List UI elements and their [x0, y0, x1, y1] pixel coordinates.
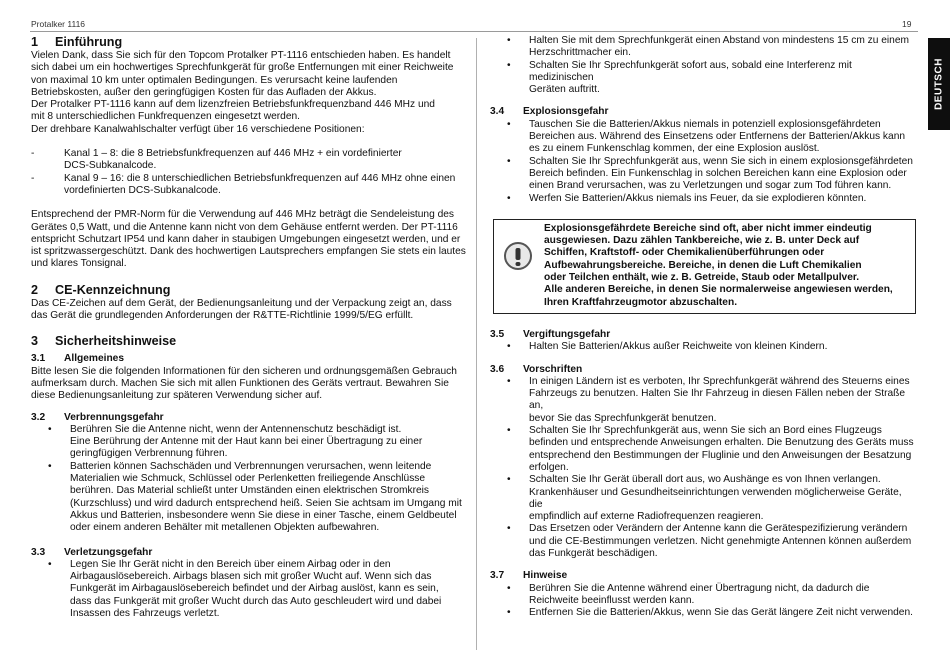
pacemaker-list	[490, 35, 918, 96]
list-item: • Halten Sie Batterien/Akkus außer Reichweite von kleinen Kindern.	[490, 341, 918, 353]
intro-paragraph: Vielen Dank, dass Sie sich für den Topcom Protalker PT-1116 entschieden haben. Es handelt sich dabei um ein hochwertiges Sprechfunkgerät für große Entfernungen mit einer Reichweite von maximal 10 km unter optimalen Bedingungen. Es verursacht keine laufenden Betriebskosten, außer den geringfügigen Kosten für das Aufladen der Akkus. Der Protalker PT-1116 kann auf dem lizenzfreien Betriebsfunkfrequenzband 446 MHz und mit 8 unterschiedlichen Funkfrequenzen eingesetzt werden. Der drehbare Kanalwahlschalter verfügt über 16 verschiedene Positionen:	[31, 50, 454, 135]
pmr-paragraph: Entsprechend der PMR-Norm für die Verwendung auf 446 MHz beträgt die Sendeleistung des Gerätes 0,5 Watt, und die Antenne kann nicht von dem Gehäuse entfernt werden. Der PT-1116 entspricht Schutzart IP54 und kann daher in staubigen Umgebungen eingesetzt werden, und er ist spritzwassergeschützt. Dank des hochwertigen Lautsprechers empfangen Sie stets ein lautes und klares Tonsignal.	[31, 209, 466, 270]
section-number: 1	[31, 35, 39, 49]
subsection-heading-3-4: 3.4 Explosionsgefahr	[490, 106, 609, 118]
page-number: 19	[902, 19, 912, 29]
general-paragraph: Bitte lesen Sie die folgenden Informationen für den sicheren und ordnungsgemäßen Gebrauch aufmerksam durch. Machen Sie sich mit allen Funktionen des Geräts vertraut. Bewahren Sie diese Bedienungsanleitung zur späteren Verwendung sicher auf.	[31, 365, 457, 402]
warning-box: Explosionsgefährdete Bereiche sind oft, aber nicht immer eindeutig ausgewiesen. Dazu zählen Tankbereiche, wie z. B. unter Deck auf Schiffen, Kraftstoff- oder Chemikalienüberführungen oder Aufbewahrungsbereiche. Bereiche, in denen die Luft Chemikalien oder Teilchen enthält, wie z. B. Getreide, Staub oder Metallpulver. Alle anderen Bereiche, in denen Sie normalerweise angewiesen werden, Ihren Kraftfahrzeugmotor abzuschalten.	[493, 219, 916, 314]
section-heading-1	[31, 35, 467, 50]
warning-exclamation-icon	[504, 242, 532, 270]
list-item: • Berühren Sie die Antenne nicht, wenn der Antennenschutz beschädigt ist. Eine Berührung der Antenne mit der Haut kann bei einer Übertragung zu einer geringfügigen Verbrennung führen.	[31, 424, 467, 461]
list-item: • Schalten Sie Ihr Sprechfunkgerät aus, wenn Sie sich an Bord eines Flugzeugs befinden und entsprechende Anweisungen erhalten. Die Benutzung des Geräts muss entsprechend den Bestimmungen der Fluglinie und den Anweisungen der Besatzung erfolgen.	[490, 425, 918, 474]
list-item: • Schalten Sie Ihr Sprechfunkgerät aus, wenn Sie sich in einem explosionsgefährdeten Bereich befinden. Ein Funkenschlag in solchen Bereichen kann eine Explosion oder einen Brand verursachen, was zu Verletzungen und sogar zum Tod führen kann.	[490, 156, 918, 193]
list-item: • Halten Sie mit dem Sprechfunkgerät einen Abstand von mindestens 15 cm zu einem Herzschrittmacher ein.	[490, 35, 918, 60]
explosion-hazard-list	[490, 119, 918, 205]
right-column	[490, 35, 918, 619]
poison-hazard-list	[490, 341, 918, 353]
header-rule	[30, 31, 918, 32]
list-item: • Legen Sie Ihr Gerät nicht in den Bereich über einem Airbag oder in den Airbagauslösebereich. Airbags blasen sich mit großer Wucht auf. Wenn sich das Funkgerät im Airbagauslösebereich befindet und der Airbag auslöst, kann es sein, dass das Funkgerät mit großer Wucht durch das Auto geschleudert wird und dabei Insassen des Fahrzeugs verletzt.	[31, 559, 467, 620]
injury-hazard-list	[31, 559, 467, 620]
language-tab	[928, 38, 950, 130]
subsection-heading-3-7: 3.7 Hinweise	[490, 570, 568, 582]
list-item: • Batterien können Sachschäden und Verbrennungen verursachen, wenn leitende Materialien wie Schmuck, Schlüssel oder Perlenketten freiliegende Anschlüsse berühren. Das Material schließt unter Umständen einen elektrischen Stromkreis (Kurzschluss) und wird dadurch entsprechend heiß. Seien Sie achtsam im Umgang mit Akkus und Batterien, insbesondere wenn Sie diese in einer Tasche, einem Geldbeutel oder einem anderen Behälter mit metallenen Objekten aufbewahren.	[31, 461, 467, 535]
list-item: • Berühren Sie die Antenne während einer Übertragung nicht, da dadurch die Reichweite beeinflusst werden kann.	[490, 583, 918, 608]
subsection-heading-3-3: 3.3 Verletzungsgefahr	[31, 546, 153, 558]
regulations-list	[490, 376, 918, 560]
subsection-heading-3-2: 3.2 Verbrennungsgefahr	[31, 411, 164, 423]
left-column	[31, 35, 467, 620]
list-item: • Tauschen Sie die Batterien/Akkus niemals in potenziell explosionsgefährdeten Bereichen aus. Während des Einsetzens oder Entfernens der Batterien/Akkus kann es zu einem Funkenschlag kommen, der eine Explosion auslöst.	[490, 119, 918, 156]
list-item: • In einigen Ländern ist es verboten, Ihr Sprechfunkgerät während des Steuerns eines Fahrzeugs zu benutzen. Halten Sie Ihr Fahrzeug in diesen Fällen neben der Straße an, bevor Sie das Sprechfunkgerät benutzen.	[490, 376, 918, 425]
list-item: • Entfernen Sie die Batterien/Akkus, wenn Sie das Gerät längere Zeit nicht verwenden.	[490, 607, 918, 619]
section-heading-3: 3 Sicherheitshinweise	[31, 334, 177, 349]
running-header: Protalker 1116	[31, 19, 86, 29]
subsection-heading-3-5: 3.5 Vergiftungsgefahr	[490, 328, 611, 340]
subsection-heading-3-1: 3.1 Allgemeines	[31, 353, 125, 365]
section-heading-2: 2 CE-Kennzeichnung	[31, 282, 171, 297]
ce-paragraph: Das CE-Zeichen auf dem Gerät, der Bedienungsanleitung und der Verpackung zeigt an, dass das Gerät die grundlegenden Anforderungen der R&TTE-Richtlinie 1999/5/EG erfüllt.	[31, 297, 452, 322]
list-item: • Schalten Sie Ihr Gerät überall dort aus, wo Aushänge es von Ihnen verlangen. Krankenhäuser und Gesundheitseinrichtungen verwenden möglicherweise Geräte, die empfindlich auf externe Radiofrequenzen reagieren.	[490, 474, 918, 523]
list-item: • Das Ersetzen oder Verändern der Antenne kann die Gerätespezifizierung verändern und die CE-Bestimmungen verletzen. Nicht genehmigte Antennen können außerdem das Funkgerät beschädigen.	[490, 523, 918, 560]
list-item: • Schalten Sie Ihr Sprechfunkgerät sofort aus, sobald eine Interferenz mit medizinischen Geräten auftritt.	[490, 60, 918, 97]
language-tab-label: DEUTSCH	[933, 58, 945, 110]
channel-list-item: - Kanal 9 – 16: die 8 unterschiedlichen Betriebsfunkfrequenzen auf 446 MHz ohne einen vordefinierten DCS-Subkanalcode.	[31, 172, 456, 196]
burn-hazard-list	[31, 424, 467, 535]
section-title: Einführung	[55, 35, 123, 49]
channel-list-item: - Kanal 1 – 8: die 8 Betriebsfunkfrequenzen auf 446 MHz + ein vordefinierter DCS-Subkanalcode.	[31, 148, 402, 172]
column-divider	[476, 38, 477, 650]
notes-list	[490, 583, 918, 620]
list-item: • Werfen Sie Batterien/Akkus niemals ins Feuer, da sie explodieren könnten.	[490, 193, 918, 205]
subsection-heading-3-6: 3.6 Vorschriften	[490, 363, 583, 375]
